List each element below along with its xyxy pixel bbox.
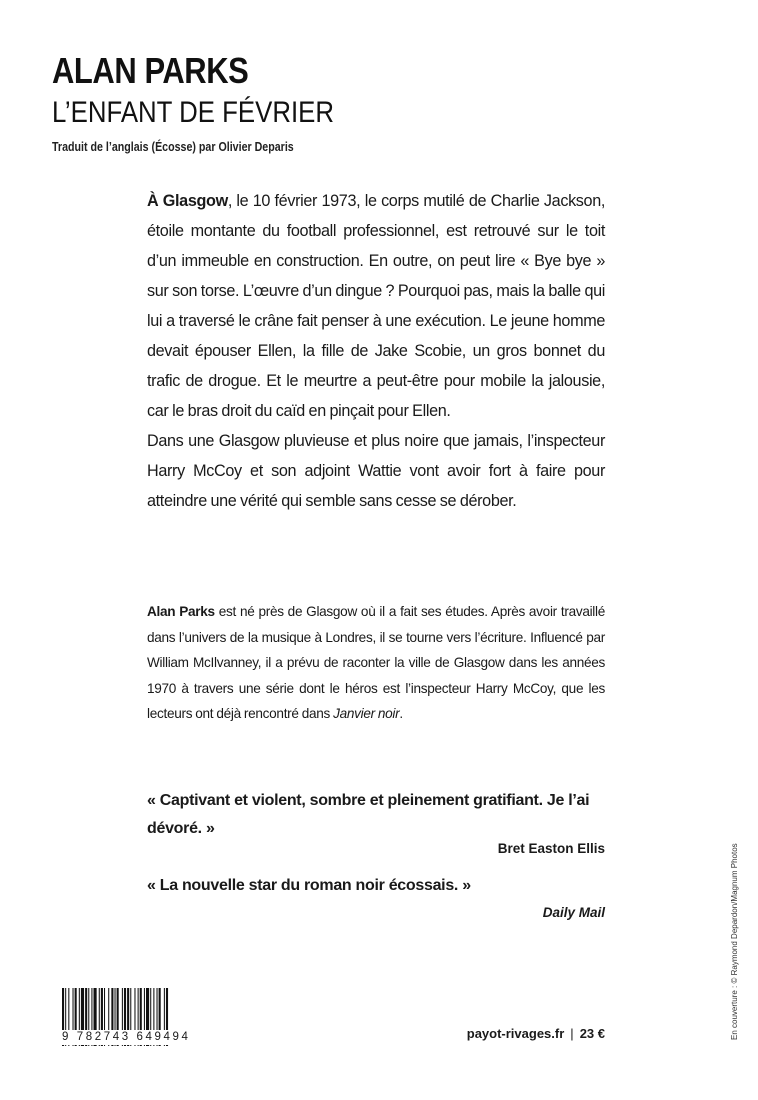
review-quote-1: « Captivant et violent, sombre et pleinement gratifiant. Je l’ai dévoré. » bbox=[147, 792, 590, 837]
cover-photo-credit: En couverture : © Raymond Depardon/Magnum Photos bbox=[730, 843, 739, 1040]
synopsis-text-1: , le 10 février 1973, le corps mutilé de Charlie Jackson, étoile montante du football professionnel, est retrouvé sur le toit d’un immeuble en construction. En outre, on peut lire « Bye bye » sur son torse. L’œuvre d’un dingue ? Pourquoi pas, mais la balle qui lui a traversé le crâne fait penser à une exécution. Le jeune homme devait épouser Ellen, la fille de Jake Scobie, un gros bonnet du trafic de drogue. Et le meurtre a peut-être pour mobile la jalousie, car le bras droit du caïd en pinçait pour Ellen. bbox=[147, 192, 606, 420]
price: 23 € bbox=[579, 1026, 605, 1041]
synopsis-paragraph-2: Dans une Glasgow pluvieuse et plus noire que jamais, l’inspecteur Harry McCoy et son adjoint Wattie vont avoir fort à faire pour atteindre une vérité qui semble sans cesse se dérober. bbox=[147, 432, 605, 510]
bio-end: . bbox=[399, 706, 403, 721]
review-source-1: Bret Easton Ellis bbox=[497, 841, 605, 856]
bio-lead: Alan Parks bbox=[147, 604, 215, 619]
footer-separator: | bbox=[570, 1026, 574, 1041]
bio-text: est né près de Glasgow où il a fait ses études. Après avoir travaillé dans l’univers de la musique à Londres, il se tourne vers l’écriture. Influencé par William McIlvanney, il a prévu de raconter la ville de Glasgow dans les années 1970 à travers une série dont le héros est l’inspecteur Harry McCoy, que les lecteurs ont déjà rencontré dans bbox=[147, 604, 606, 721]
book-title: L’ENFANT DE FÉVRIER bbox=[52, 96, 334, 129]
author-bio bbox=[147, 599, 605, 727]
bio-paragraph bbox=[147, 599, 605, 727]
review-source-2: Daily Mail bbox=[542, 905, 605, 920]
synopsis-lead: À Glasgow bbox=[147, 192, 228, 210]
isbn-digits: 9 782743 649494 bbox=[61, 1030, 217, 1045]
bio-book-title: Janvier noir bbox=[333, 706, 400, 721]
author-name: ALAN PARKS bbox=[52, 50, 249, 91]
review-quote-2: « La nouvelle star du roman noir écossais. » bbox=[147, 877, 471, 894]
synopsis-paragraph-1 bbox=[147, 186, 605, 426]
publisher-website: payot-rivages.fr bbox=[466, 1026, 565, 1041]
translator-credit: Traduit de l’anglais (Écosse) par Olivier Deparis bbox=[52, 139, 294, 154]
synopsis bbox=[147, 186, 605, 516]
publisher-footer bbox=[467, 1026, 605, 1041]
